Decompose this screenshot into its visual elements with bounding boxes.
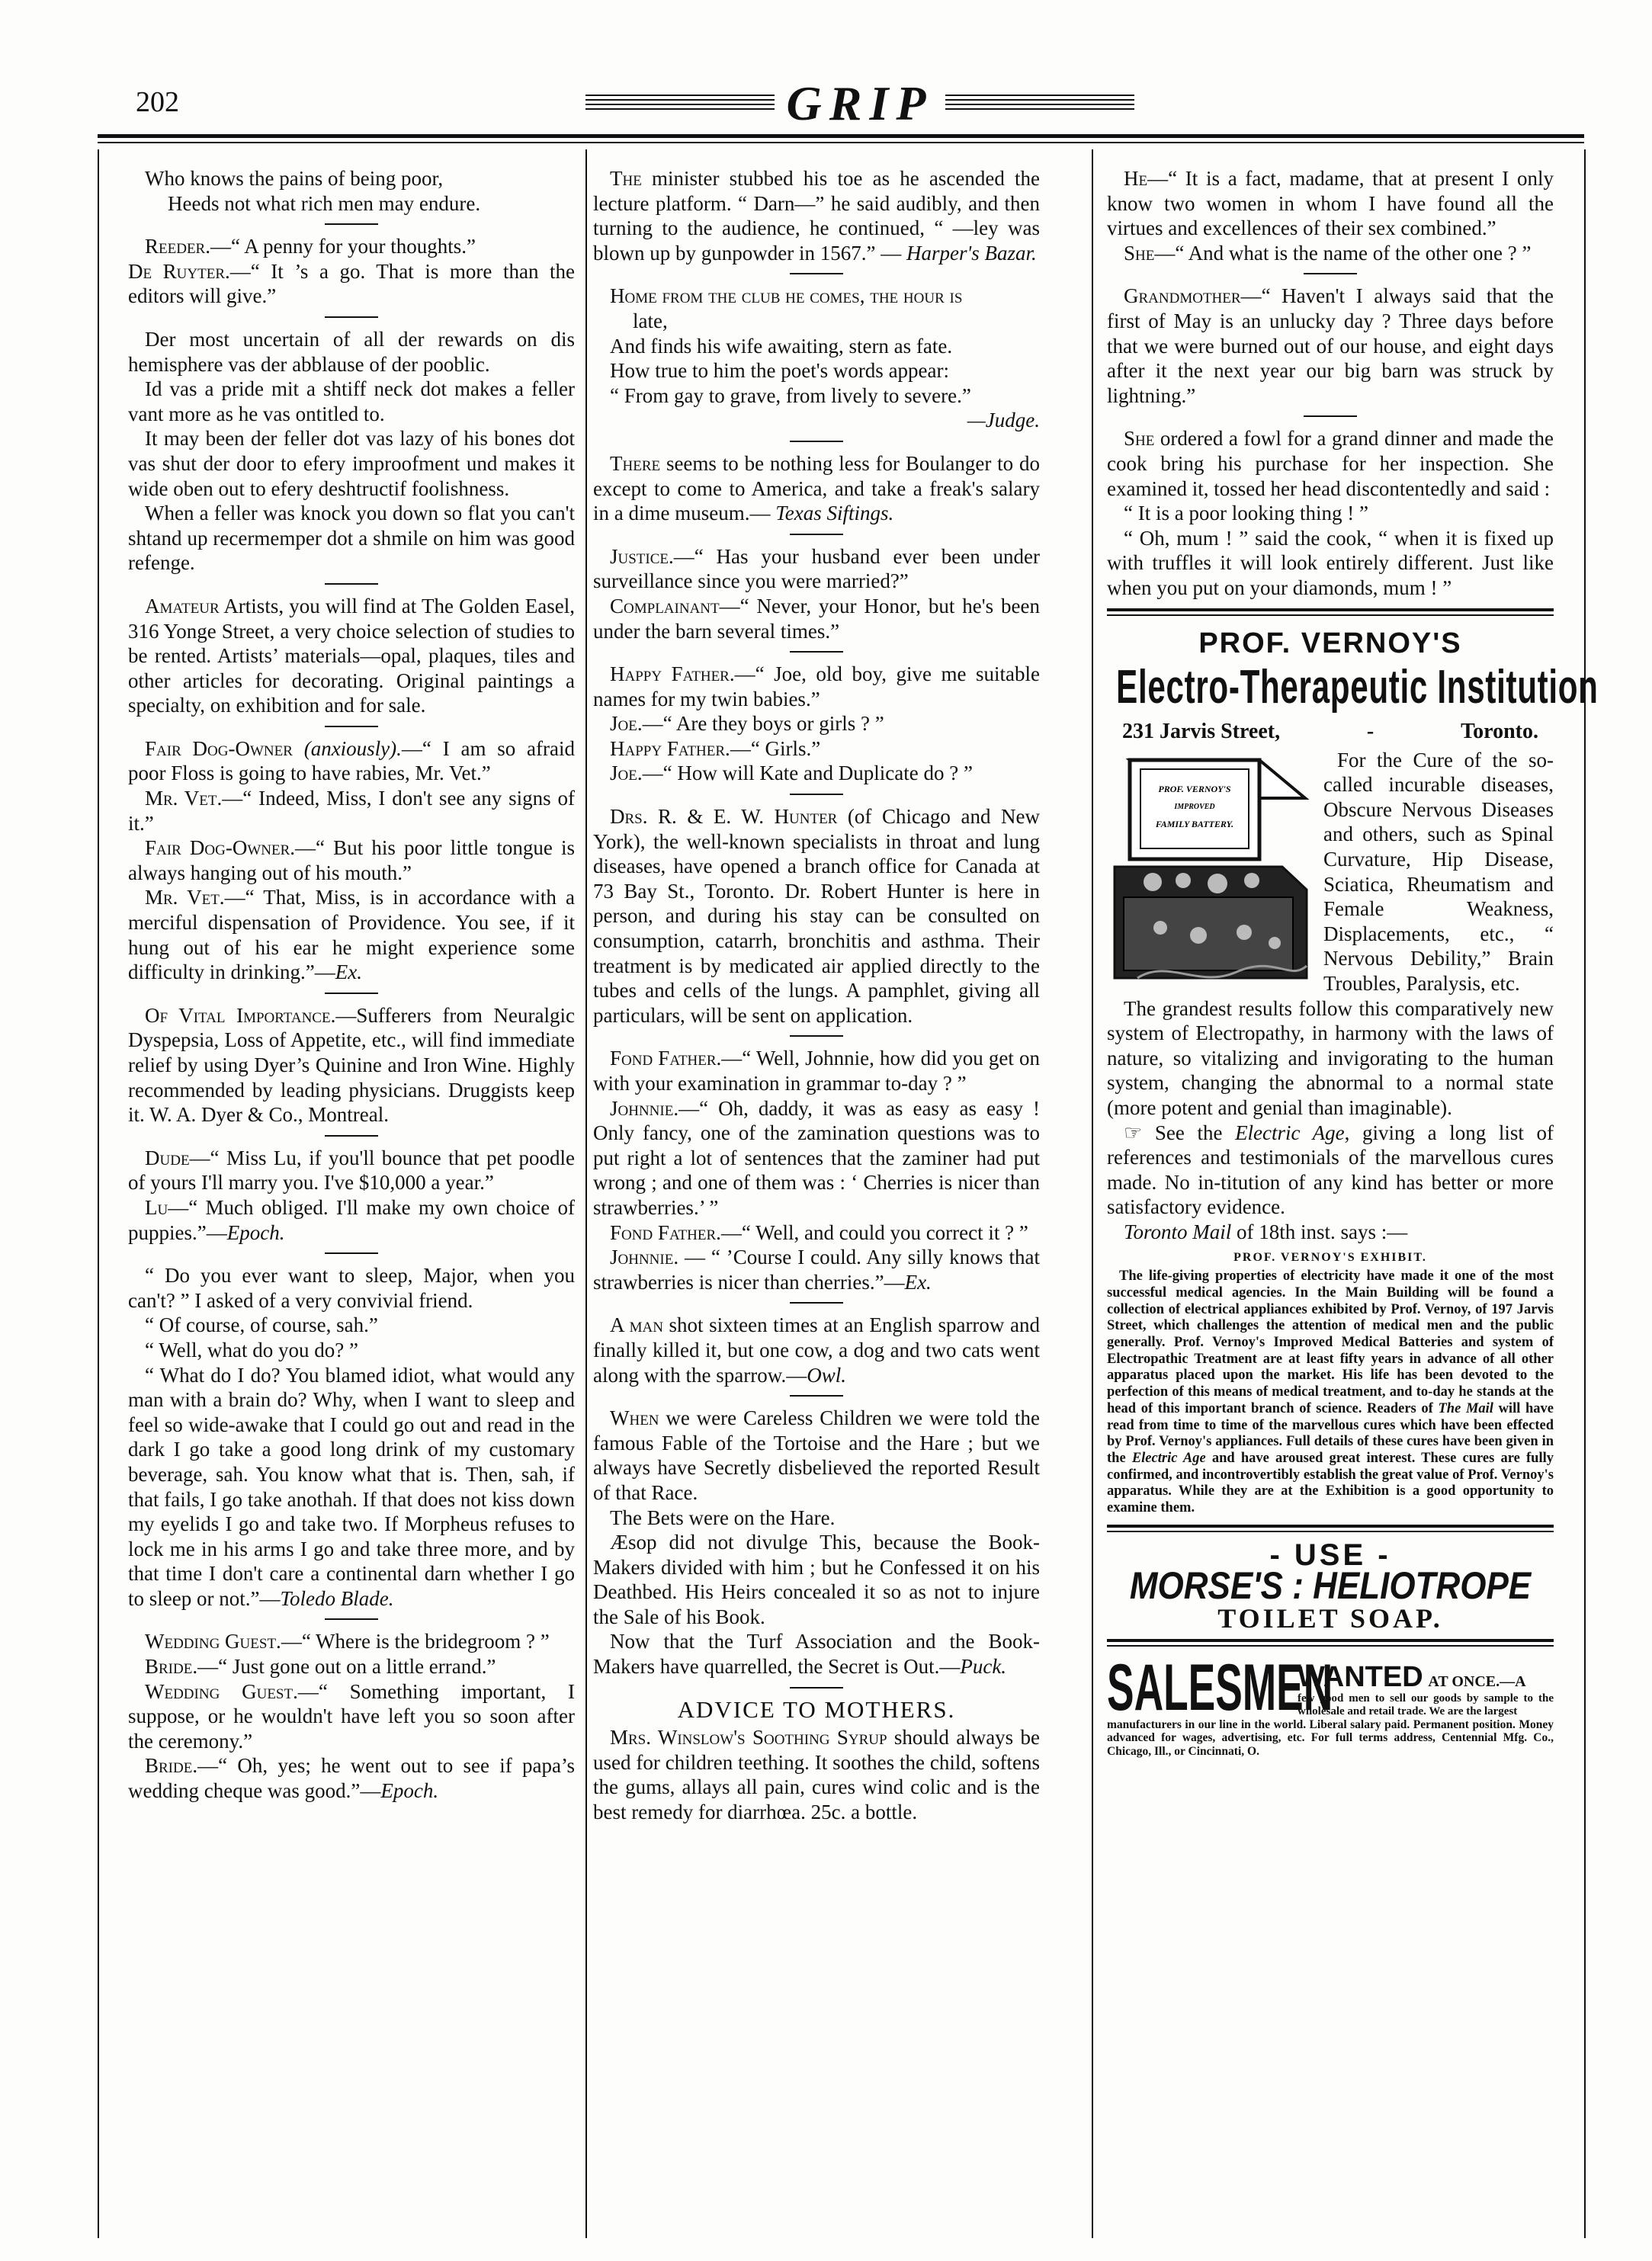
column-rule-2 <box>1092 149 1093 2238</box>
separator <box>325 1252 378 1254</box>
separator <box>790 651 843 653</box>
separator <box>1304 273 1357 274</box>
speech: —“ A penny for your thoughts.” <box>210 235 476 258</box>
speech: —“ Indeed, Miss, I don't see any signs of it.” <box>128 787 576 835</box>
paragraph: Æsop did not divulge This, because the Book-Makers divided with him ; but he Confessed it on his Deathbed. His Heirs concealed it so as not to injure the Sale of his Book. <box>593 1531 1040 1628</box>
dialogue-line <box>128 885 575 984</box>
item-reeder <box>128 234 575 309</box>
speech: —“ How will Kate and Duplicate do ? ” <box>642 762 973 785</box>
separator <box>790 794 843 795</box>
paragraph-text: shot sixteen times at an English sparrow and finally killed it, but one cow, a dog and two cats went along with the sparrow.— <box>593 1313 1040 1387</box>
masthead-title: GRIP <box>786 76 934 130</box>
advice-heading: ADVICE TO MOTHERS. <box>677 1695 956 1723</box>
dialogue-line <box>128 1146 575 1195</box>
speech: —“ That, Miss, is in accordance with a merciful dispensation of Providence. You see, if it hung out of his ear he might experience some difficulty in drinking.”— <box>128 886 576 984</box>
ad-dash: - <box>1366 720 1375 744</box>
separator <box>325 726 378 727</box>
ad-exhibit-heading: PROF. VERNOY'S EXHIBIT. <box>1233 1250 1427 1264</box>
source: Owl. <box>807 1363 846 1387</box>
column-rule-1 <box>585 149 587 2238</box>
dialogue-line <box>593 662 1040 711</box>
paragraph-text: should always be used for children teething. It soothes the child, softens the gums, allays all pain, cures wind colic and is the best remedy for diarrhœa. 25c. a bottle. <box>593 1726 1040 1824</box>
dialogue-line <box>593 1220 1040 1246</box>
salesmen-small-text: few good men to sell our goods by sample to the wholesale and retail trade. We are the largest <box>1298 1692 1554 1717</box>
item-boulanger <box>593 451 1040 526</box>
ad-city: Toronto. <box>1461 720 1538 744</box>
verse-line: “ From gay to grave, from lively to severe.” <box>610 383 971 407</box>
verse-line: late, <box>633 309 668 332</box>
ad-grandest-text: The grandest results follow this comparatively new system of Electropathy, in harmony with the laws of nature, so vitalizing and invigorating to the human system, changing the abnormal to a normal state (more potent and genial than imaginable). <box>1107 996 1554 1119</box>
speech: —“ Has your husband ever been under surveillance since you were married?” <box>593 544 1040 593</box>
paragraph-text: “ What do I do? You blamed idiot, what would any man with a brain do? Why, when I want to sleep and feel so wide-awake that I could go out and read in the dark I go take a good long drink of my customary beverage, sah. You know what that is. Then, sah, if that fails, I go take anothah. If that does not kiss down my eyelids I go and take two. If Morpheus refuses to lock me in his arms I go and take three more, and by that time I don't care a continental darn whether I go to sleep or not.”— <box>128 1363 575 1610</box>
speech: —“ Miss Lu, if you'll bounce that pet poodle of yours I'll marry you. I've $10,000 a year.” <box>128 1146 575 1195</box>
pointing-hand-icon: ☞ <box>1124 1121 1143 1144</box>
dialogue-line <box>593 1096 1040 1220</box>
header-rule-thin <box>98 142 1584 143</box>
ad-toronto-mail <box>1107 1220 1554 1245</box>
page-header <box>98 73 1584 134</box>
text-run: See the <box>1142 1121 1236 1144</box>
separator <box>790 1302 843 1304</box>
speaker: Mr. Vet. <box>145 787 223 810</box>
speaker: Bride. <box>145 1655 198 1679</box>
speech: —“ Never, your Honor, but he's been under the barn several times.” <box>593 594 1040 643</box>
ad-address <box>1122 720 1538 745</box>
text-run: The life-giving properties of electricity have made it one of the most successful medical agencies. In the Main Building will be found a collection of electrical appliances exhibited by Prof. Vernoy, of 197 Jarvis Street, which challenges the attention of medical men and the public generally. Prof. Vernoy's Improved Medical Batteries and system of Electropathic Treatment are at least fifty years in advance of all other apparatus placed upon the market. His life has been devoted to the perfection of this means of medical treatment, and to-day he stands at the head of this important branch of science. Readers of <box>1107 1268 1554 1416</box>
speech: —“ I am so afraid poor Floss is going to have rabies, Mr. Vet.” <box>128 736 576 785</box>
vernoy-advertisement <box>1107 627 1599 1517</box>
item-happy-father <box>593 662 1040 786</box>
masthead-rule-right <box>945 95 1134 113</box>
lead-word: Drs. R. & E. W. Hunter <box>610 805 838 829</box>
battery-box-illustration <box>1107 752 1313 989</box>
speaker: Reeder. <box>145 235 210 258</box>
source: Puck. <box>960 1655 1007 1679</box>
paragraph: It may been der feller dot vas lazy of his bones dot vas shut der door to efery improofment und makes it wide oben out to efery deshtructif foolishness. <box>128 427 575 500</box>
lead-word: When <box>610 1406 659 1430</box>
speaker: Johnnie. <box>610 1246 679 1269</box>
publication-name: Toronto Mail <box>1124 1220 1232 1243</box>
item-dutch <box>128 327 575 576</box>
item-vital-importance <box>128 1003 575 1127</box>
speech: —“ It is a fact, madame, that at present I only know two women in whom I have found all the virtues and excellences of their sex combined.” <box>1107 167 1554 240</box>
speaker: Dude <box>145 1146 190 1169</box>
item-poem-home <box>593 284 1040 433</box>
battery-label-1: PROF. VERNOY'S <box>1158 783 1231 794</box>
battery-label-3: FAMILY BATTERY. <box>1155 818 1234 829</box>
item-grandmother <box>1107 284 1554 408</box>
item-he-she <box>1107 166 1554 265</box>
lead-word: Amateur <box>145 594 220 617</box>
text-run: of 18th inst. says :— <box>1231 1220 1408 1243</box>
speaker: She <box>1124 241 1155 265</box>
lead-word: Of Vital Importance. <box>145 1003 336 1027</box>
paragraph <box>128 1363 575 1612</box>
salesmen-row <box>1107 1650 1554 1724</box>
paragraph-text: we were Careless Children we were told the famous Fable of the Tortoise and the Hare ; but we always have Secretly disbelieved the reported Result of that Race. <box>593 1406 1040 1504</box>
dialogue-line <box>128 1753 575 1803</box>
battery-label-2: IMPROVED <box>1174 802 1215 811</box>
speaker: Happy Father. <box>610 736 730 760</box>
speech: —“ Well, and could you correct it ? ” <box>720 1220 1028 1244</box>
speech: —“ But his poor little tongue is always hanging out of his mouth.” <box>128 836 576 884</box>
header-rule <box>98 134 1584 138</box>
lead-word: She <box>1124 427 1155 451</box>
speech: —“ Joe, old boy, give me suitable names for my twin babies.” <box>593 662 1040 710</box>
dialogue-line <box>128 1679 575 1754</box>
source: Harper's Bazar. <box>906 241 1037 265</box>
text-run: will have read from time to time of the marvellous cures which have been effected by Prof. Vernoy's appliances. Full details of these cures have been given in the <box>1107 1400 1554 1466</box>
item-fowl <box>1107 426 1554 600</box>
speaker: Wedding Guest. <box>145 1679 298 1703</box>
lead-word: The <box>610 167 642 190</box>
item-major <box>128 1263 575 1611</box>
speaker: De Ruyter. <box>128 259 230 283</box>
speaker: Wedding Guest. <box>145 1630 281 1653</box>
salesmen-advertisement <box>1107 1650 1554 1759</box>
text-run: , giving a long list of references and testimonials of the marvellous cures made. No in-titution of any kind has better or more satisfactory evidence. <box>1107 1121 1554 1219</box>
paragraph-text: seems to be nothing less for Boulanger to do except to come to America, and take a freak's salary in a dime museum.— <box>593 451 1040 525</box>
dialogue-line <box>128 835 575 885</box>
item-minister <box>593 166 1040 265</box>
separator <box>325 1135 378 1137</box>
dialogue-line <box>128 1654 575 1679</box>
paragraph: The Bets were on the Hare. <box>610 1506 836 1529</box>
ad-exhibit-text <box>1107 1268 1554 1517</box>
publication-name: Electric Age <box>1131 1451 1206 1466</box>
speech: —“ Where is the bridegroom ? ” <box>281 1630 550 1653</box>
separator <box>325 223 378 225</box>
dialogue-line <box>593 594 1040 643</box>
speaker: Grandmother <box>1124 284 1241 308</box>
dialogue-line <box>593 1046 1040 1095</box>
salesmen-foot-text: manufacturers in our line in the world. Liberal salary paid. Permanent position. Money advanced for wages, advertising, etc. For full terms address, Centennial Mfg. Co., Chicago, Ill., or Cincinnati, O. <box>1107 1717 1554 1758</box>
speaker: Mr. Vet. <box>145 886 225 909</box>
speech: —“ Oh, yes; he went out to see if papa’s wedding cheque was good.”— <box>128 1754 575 1803</box>
item-justice <box>593 544 1040 643</box>
stage-direction: (anxiously). <box>292 736 402 760</box>
salesmen-big: SALESMEN <box>1107 1650 1333 1724</box>
speaker: Fair Dog-Owner <box>145 736 293 760</box>
lead-word: A man <box>610 1313 663 1337</box>
separator <box>790 1035 843 1037</box>
separator <box>325 1618 378 1620</box>
dialogue-line <box>128 234 575 259</box>
morse-soap: TOILET SOAP. <box>1217 1603 1443 1634</box>
speech: —“ Just gone out on a little errand.” <box>197 1655 496 1679</box>
lead-word: There <box>610 451 661 475</box>
paragraph: “ Do you ever want to sleep, Major, when you can't? ” I asked of a very convivial friend. <box>128 1264 575 1312</box>
morse-title: MORSE'S : HELIOTROPE <box>1129 1564 1532 1608</box>
speech: —“ Much obliged. I'll make my own choice of puppies.”— <box>128 1195 575 1244</box>
salesmen-wanted: WANTED <box>1298 1661 1423 1693</box>
publication-name: The Mail <box>1438 1400 1493 1416</box>
paragraph-text: (of Chicago and New York), the well-known specialists in throat and lung diseases, have opened a branch office for Canada at 73 Bay St., Toronto. Dr. Robert Hunter is here in person, and during his stay can be consulted on consumption, catarrh, bronchitis and asthma. Their treatment is by medicated air applied directly to the tubes and cells of the lungs. A pamphlet, giving all particulars, will be sent on application. <box>593 805 1040 1027</box>
paragraph-text: Artists, you will find at The Golden Easel, 316 Yonge Street, a very choice selection of studies to be rented. Artists’ materials—opal, plaques, tiles and other articles for decorating. Original paintings a specialty, on exhibition and for sale. <box>128 594 575 717</box>
paragraph <box>593 1406 1040 1505</box>
speaker: Fond Father. <box>610 1047 722 1070</box>
item-fond-father <box>593 1046 1040 1294</box>
paragraph: Der most uncertain of all der rewards on dis hemisphere vas der abblause of der pooblic. <box>128 327 575 376</box>
speech: —“ Something important, I suppose, or he wouldn't have left you so soon after the ceremony.” <box>128 1679 575 1753</box>
source: Epoch. <box>226 1220 285 1244</box>
speaker: Johnnie. <box>610 1096 679 1120</box>
dialogue-line <box>593 761 1040 786</box>
separator <box>790 534 843 535</box>
source: —Judge. <box>967 409 1040 432</box>
speech: —“ Well, Johnnie, how did you get on with your examination in grammar to-day ? ” <box>593 1047 1040 1095</box>
ad-rule <box>1107 1525 1554 1532</box>
separator <box>790 1395 843 1397</box>
verse-line: Heeds not what rich men may endure. <box>168 191 481 215</box>
paragraph <box>593 1629 1040 1679</box>
separator <box>325 993 378 994</box>
masthead <box>585 73 1134 134</box>
dialogue-line <box>593 711 1040 736</box>
text-run: and have aroused great interest. These cures are fully confirmed, and incontrovertibly establish the great value of Prof. Vernoy's apparatus. While they are at the Exhibition is a good opportunity to examine them. <box>1107 1451 1554 1516</box>
dialogue-line <box>1107 241 1554 266</box>
salesmen-side <box>1298 1663 1554 1718</box>
speaker: Bride. <box>145 1754 198 1778</box>
ad-body <box>1107 748 1554 996</box>
speech: — “ ’Course I could. Any silly knows that strawberries is nicer than cherries.”— <box>593 1246 1040 1294</box>
dialogue-line <box>128 1629 575 1654</box>
verse-line: Who knows the pains of being poor, <box>145 167 444 190</box>
column-rule-right <box>1584 149 1586 2238</box>
speech: —“ Oh, daddy, it was as easy as easy ! Only fancy, one of the zamination questions was to put right a lot of sentences that the zaminer had put wrong ; and one of them was : ‘ Cherries is nicer than strawberries.’ ” <box>593 1096 1040 1219</box>
source: Ex. <box>335 961 362 984</box>
column-rule-left <box>98 149 99 2238</box>
column-3 <box>1107 166 1599 1758</box>
separator <box>790 1687 843 1689</box>
item-wedding <box>128 1629 575 1803</box>
speaker: Joe. <box>610 762 643 785</box>
speaker: Fair Dog-Owner. <box>145 836 296 860</box>
item-fable <box>593 1406 1040 1679</box>
ad-street: 231 Jarvis Street, <box>1122 720 1281 744</box>
speech: —“ Are they boys or girls ? ” <box>642 712 884 736</box>
source: Ex. <box>904 1270 932 1294</box>
ad-rule <box>1107 1639 1554 1647</box>
dialogue-line <box>593 1245 1040 1294</box>
ad-rule <box>1107 608 1554 616</box>
dialogue-line <box>128 259 575 309</box>
dialogue-line <box>593 736 1040 762</box>
separator <box>325 583 378 585</box>
verse-line <box>593 284 1040 309</box>
paragraph <box>1107 426 1554 501</box>
speaker: He <box>1124 167 1148 190</box>
ad-see-text <box>1107 1121 1554 1220</box>
source: Toledo Blade. <box>280 1586 394 1610</box>
separator <box>1304 415 1357 417</box>
column-2 <box>593 166 1040 1825</box>
verse-line: How true to him the poet's words appear: <box>610 359 950 383</box>
item-sparrow <box>593 1313 1040 1387</box>
item-hunter <box>593 804 1040 1028</box>
verse-poor <box>128 166 575 216</box>
column-1 <box>128 166 575 1804</box>
dialogue-line <box>128 736 575 786</box>
speaker: Complainant <box>610 594 720 617</box>
paragraph: “ Oh, mum ! ” said the cook, “ when it is fixed up with truffles it will look entirely different. Just like when you put on your diamonds, mum ! ” <box>1107 526 1554 599</box>
publication-name: Electric Age <box>1235 1121 1345 1144</box>
item-amateur <box>128 594 575 718</box>
dialogue-line <box>1107 166 1554 241</box>
paragraph-text: minister stubbed his toe as he ascended the lecture platform. “ Darn—” he said audibly, and then turning to the audience, he continued, “ —ley was blown up by gunpowder in 1567.” — <box>593 167 1040 265</box>
paragraph-text: ordered a fowl for a grand dinner and made the cook bring his purchase for her inspection. She examined it, tossed her head discontentedly and said : <box>1107 427 1554 500</box>
dialogue-line <box>128 1195 575 1245</box>
item-dog-owner <box>128 736 575 985</box>
dialogue-line <box>593 544 1040 594</box>
lead-word: Home from the club he comes, the hour is <box>610 284 963 308</box>
separator <box>790 273 843 274</box>
paragraph: When a feller was knock you down so flat you can't shtand up recermemper dot a shmile on him was good refenge. <box>128 502 575 575</box>
speaker: Happy Father. <box>610 662 735 686</box>
paragraph-text: —Sufferers from Neuralgic Dyspepsia, Loss of Appetite, etc., will find immediate relief by using Dyer’s Quinine and Iron Wine. Highly recommended by leading physicians. Druggists keep it. W. A. Dyer & Co., Montreal. <box>128 1003 575 1127</box>
verse-line: And finds his wife awaiting, stern as fate. <box>610 334 953 358</box>
source: Texas Siftings. <box>775 502 894 525</box>
speaker: Lu <box>145 1195 168 1219</box>
separator <box>325 316 378 318</box>
speaker: Fond Father. <box>610 1220 721 1244</box>
speech: —“ Girls.” <box>730 736 821 760</box>
paragraph: “ It is a poor looking thing ! ” <box>1124 502 1368 525</box>
paragraph: Id vas a pride mit a shtiff neck dot makes a feller vant more as he vas ontitled to. <box>128 377 575 425</box>
speech: —“ It ’s a go. That is more than the editors will give.” <box>128 259 575 308</box>
paragraph: “ Well, what do you do? ” <box>145 1338 359 1361</box>
dialogue-line <box>128 786 575 835</box>
salesmen-at-once: AT ONCE.—A <box>1428 1673 1526 1690</box>
paragraph: “ Of course, of course, sah.” <box>145 1313 378 1337</box>
lead-word: Mrs. Winslow's Soothing Syrup <box>610 1726 887 1749</box>
speaker: Justice. <box>610 544 674 568</box>
paragraph-text: Now that the Turf Association and the Book-Makers have quarrelled, the Secret is Out.— <box>593 1630 1040 1679</box>
item-advice <box>593 1725 1040 1824</box>
morse-advertisement <box>1107 1538 1554 1634</box>
item-dude <box>128 1146 575 1245</box>
speech: —“ Haven't I always said that the first of May is an unlucky day ? Three days before that we were burned out of our house, and eight days after it the next year our big barn was struck by lightning.” <box>1107 284 1554 407</box>
ad-cure-text: For the Cure of the so-called incurable diseases, Obscure Nervous Diseases and others, such as Spinal Curvature, Hip Disease, Sciatica, Rheumatism and Female Weakness, Displacements, etc., “ Nervous Debility,” Brain Troubles, Paralysis, etc. <box>1323 748 1554 996</box>
masthead-rule-left <box>585 95 775 113</box>
page-number: 202 <box>136 86 179 118</box>
ad-institution-title: Electro-Therapeutic Institution <box>1116 661 1599 714</box>
morse-use: - USE - <box>1269 1538 1391 1572</box>
speaker: Joe. <box>610 712 643 736</box>
speech: —“ And what is the name of the other one ? ” <box>1154 241 1532 265</box>
ad-prof-name: PROF. VERNOY'S <box>1198 627 1462 659</box>
source: Epoch. <box>380 1779 439 1803</box>
salesmen-wanted-line <box>1298 1663 1554 1692</box>
separator <box>790 441 843 442</box>
